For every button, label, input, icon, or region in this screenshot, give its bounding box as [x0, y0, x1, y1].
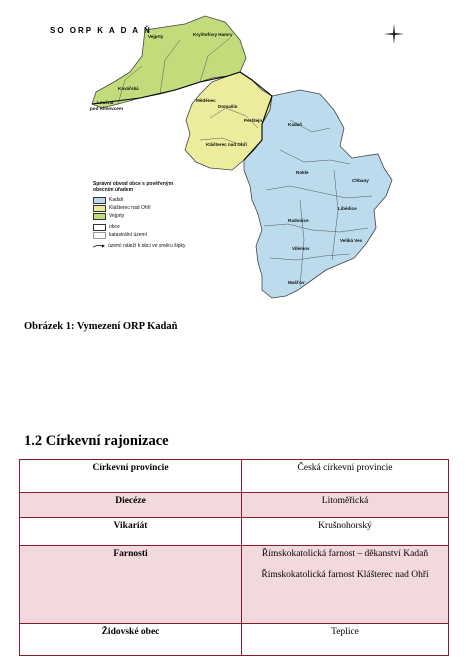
- svg-text:Radonice: Radonice: [288, 218, 309, 223]
- arrow-icon: [93, 244, 105, 248]
- svg-text:Kryštofovy Hamry: Kryštofovy Hamry: [193, 32, 233, 37]
- svg-text:Domašín: Domašín: [218, 104, 238, 109]
- table-key: Židovské obec: [20, 624, 242, 656]
- legend-swatch: [93, 224, 106, 231]
- legend-label: Kadaň: [109, 196, 124, 203]
- map-legend: [93, 182, 193, 249]
- map-title: SO ORP K A D A Ň: [50, 26, 152, 35]
- legend-label: Vejprty: [109, 212, 125, 219]
- svg-text:Vejprty: Vejprty: [148, 34, 164, 39]
- svg-text:Měděnec: Měděnec: [196, 98, 216, 103]
- legend-note-text: území náleží k obci ve směru šipky: [108, 242, 186, 249]
- legend-swatch: [93, 205, 106, 212]
- legend-item-klasterec: [93, 205, 193, 213]
- church-table: [19, 459, 449, 656]
- svg-text:Vilémov: Vilémov: [292, 246, 310, 251]
- table-row: [20, 460, 449, 493]
- svg-text:Chbany: Chbany: [352, 178, 369, 183]
- table-row: [20, 546, 449, 624]
- svg-text:Rokle: Rokle: [296, 170, 309, 175]
- legend-item-katastr: [93, 232, 193, 240]
- table-key: Vikariát: [20, 518, 242, 546]
- table-key: Farnosti: [20, 546, 242, 624]
- legend-note: [93, 244, 193, 250]
- table-value: Teplice: [242, 624, 449, 656]
- table-row: [20, 493, 449, 518]
- legend-item-obce: [93, 224, 193, 232]
- parish-line: Římskokatolická farnost – děkanství Kadaň: [261, 549, 429, 559]
- svg-text:Mašťov: Mašťov: [288, 280, 305, 285]
- svg-text:Loučná: Loučná: [97, 100, 114, 105]
- legend-heading: Správní obvod obce s pověřeným obecním úřadem: [93, 181, 174, 193]
- table-value: Česká církevní provincie: [242, 460, 449, 493]
- legend-label: Klášterec nad Ohří: [109, 204, 151, 211]
- compass-icon: [384, 24, 404, 44]
- region-kadan: [244, 90, 392, 298]
- table-value: Litoměřická: [242, 493, 449, 518]
- legend-swatch: [93, 232, 106, 239]
- table-key: Církevní provincie: [20, 460, 242, 493]
- table-key: Diecéze: [20, 493, 242, 518]
- parish-line: Římskokatolická farnost Klášterec nad Ohří: [261, 570, 429, 580]
- legend-item-vejprty: [93, 213, 193, 221]
- svg-text:pod Klínovcem: pod Klínovcem: [90, 106, 123, 111]
- figure-caption: Obrázek 1: Vymezení ORP Kadaň: [24, 321, 178, 332]
- section-title: 1.2 Církevní rajonizace: [24, 433, 169, 449]
- svg-text:Veliká Ves: Veliká Ves: [340, 238, 363, 243]
- legend-swatch: [93, 197, 106, 204]
- svg-text:Kadaň: Kadaň: [288, 122, 303, 127]
- svg-text:Klášterec nad Ohří: Klášterec nad Ohří: [206, 142, 247, 147]
- svg-text:Perštejn: Perštejn: [244, 118, 263, 123]
- legend-swatch: [93, 213, 106, 220]
- legend-label: katastrální území: [109, 231, 148, 238]
- svg-text:Kovářská: Kovářská: [118, 86, 139, 91]
- table-row: [20, 624, 449, 656]
- map-drawing: [0, 0, 468, 310]
- table-value: [242, 546, 449, 624]
- svg-text:Libědice: Libědice: [338, 206, 357, 211]
- legend-item-kadan: [93, 197, 193, 205]
- table-value: Krušnohorský: [242, 518, 449, 546]
- legend-label: obce: [109, 223, 120, 230]
- orp-map: [0, 0, 468, 310]
- table-row: [20, 518, 449, 546]
